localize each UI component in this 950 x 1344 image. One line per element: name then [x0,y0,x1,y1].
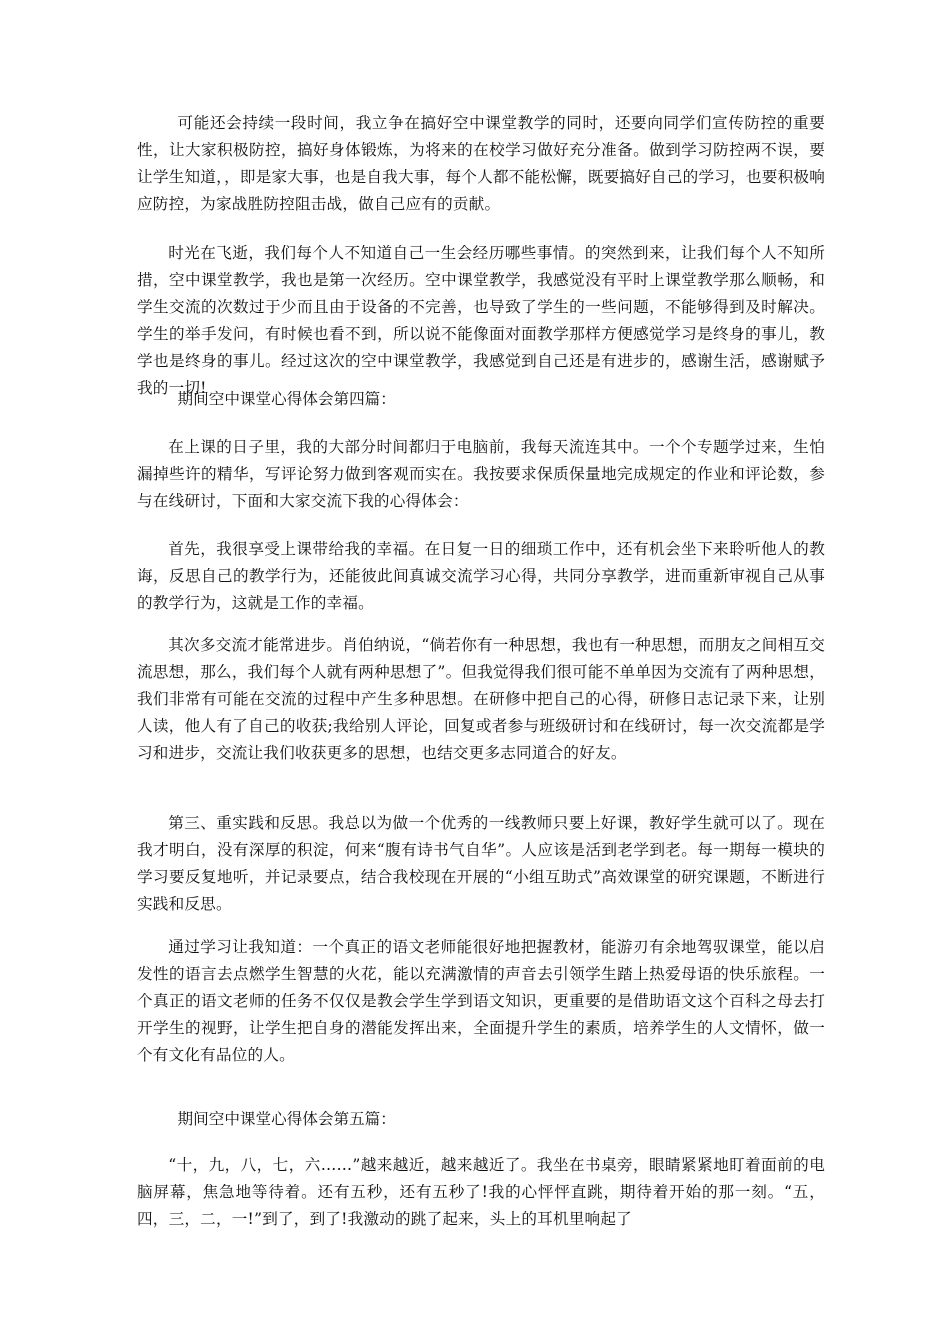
paragraph-5: 其次多交流才能常进步。肖伯纳说，“倘若你有一种思想，我也有一种思想，而朋友之间相互交流思想，那么，我们每个人就有两种思想了”。但我觉得我们很可能不单单因为交流有了两种思想，我们非常有可能在交流的过程中产生多种思想。在研修中把自己的心得，研修日志记录下来，让别人读，他人有了自己的收获;我给别人评论，回复或者参与班级研讨和在线研讨，每一次交流都是学习和进步，交流让我们收获更多的思想，也结交更多志同道合的好友。 [137,636,825,762]
paragraph-6: 第三、重实践和反思。我总以为做一个优秀的一线教师只要上好课，教好学生就可以了。现在我才明白，没有深厚的积淀，何来“腹有诗书气自华”。人应该是活到老学到老。每一期每一模块的学习要反复地听，并记录要点，结合我校现在开展的“小组互助式”高效课堂的研究课题，不断进行实践和反思。 [137,814,825,913]
section-heading-4: 期间空中课堂心得体会第四篇： [177,390,396,408]
paragraph-1: 可能还会持续一段时间，我立争在搞好空中课堂教学的同时，还要向同学们宣传防控的重要性，让大家积极防控，搞好身体锻炼，为将来的在校学习做好充分准备。做到学习防控两不误，要让学生知道，，即是家大事，也是自我大事，每个人都不能松懈，既要搞好自己的学习，也要积极响应防控，为家战胜防控阻击战，做自己应有的贡献。 [137,114,825,213]
paragraph-7: 通过学习让我知道：一个真正的语文老师能很好地把握教材，能游刃有余地驾驭课堂，能以启发性的语言去点燃学生智慧的火花，能以充满激情的声音去引领学生踏上热爱母语的快乐旅程。一个真正的语文老师的任务不仅仅是教会学生学到语文知识，更重要的是借助语文这个百科之母去打开学生的视野，让学生把自身的潜能发挥出来，全面提升学生的素质，培养学生的人文情怀，做一个有文化有品位的人。 [137,938,825,1064]
paragraph-8: “十，九，八，七，六……”越来越近，越来越近了。我坐在书桌旁，眼睛紧紧地盯着面前的电脑屏幕，焦急地等待着。还有五秒，还有五秒了!我的心怦怦直跳，期待着开始的那一刻。“五，四，三，二，一!”到了，到了!我激动的跳了起来，头上的耳机里响起了 [137,1156,825,1228]
paragraph-4: 首先，我很享受上课带给我的幸福。在日复一日的细琐工作中，还有机会坐下来聆听他人的教诲，反思自己的教学行为，还能彼此间真诚交流学习心得，共同分享教学，进而重新审视自己从事的教学行为，这就是工作的幸福。 [137,540,825,612]
section-heading-5: 期间空中课堂心得体会第五篇： [177,1110,396,1128]
paragraph-3: 在上课的日子里，我的大部分时间都归于电脑前，我每天流连其中。一个个专题学过来，生怕漏掉些许的精华，写评论努力做到客观而实在。我按要求保质保量地完成规定的作业和评论数，参与在线研讨，下面和大家交流下我的心得体会： [137,438,825,510]
paragraph-2: 时光在飞逝，我们每个人不知道自己一生会经历哪些事情。的突然到来，让我们每个人不知所措，空中课堂教学，我也是第一次经历。空中课堂教学，我感觉没有平时上课堂教学那么顺畅，和学生交流的次数过于少而且由于设备的不完善，也导致了学生的一些问题，不能够得到及时解决。学生的举手发问，有时候也看不到，所以说不能像面对面教学那样方便感觉学习是终身的事儿，教学也是终身的事儿。经过这次的空中课堂教学，我感觉到自己还是有进步的，感谢生活，感谢赋予我的一切! [137,244,825,397]
